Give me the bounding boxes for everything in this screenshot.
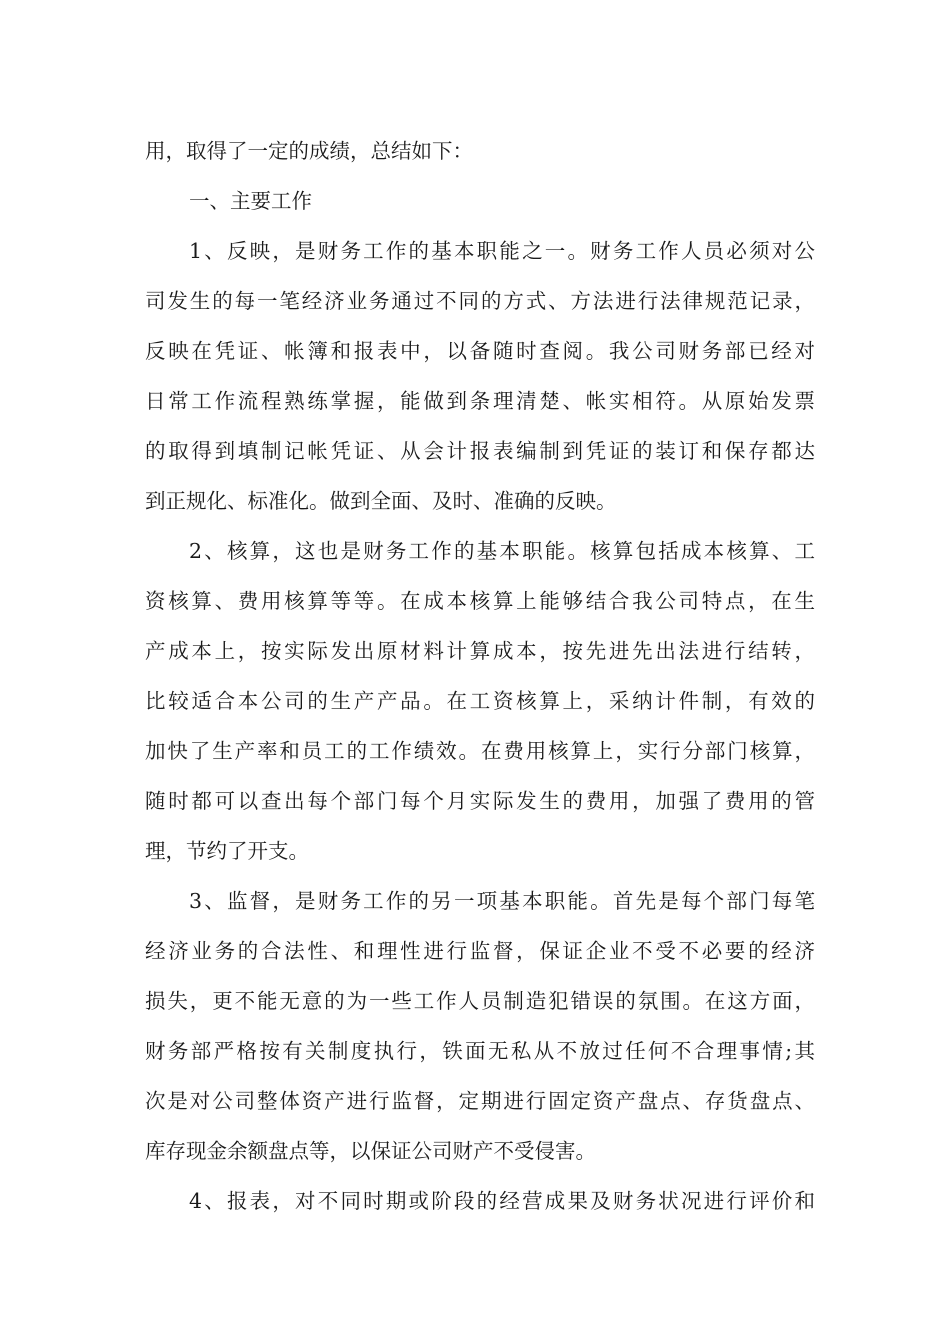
text-line: 次是对公司整体资产进行监督，定期进行固定资产盘点、存货盘点、 [145,1089,815,1113]
text-line: 财务部严格按有关制度执行，铁面无私从不放过任何不合理事情;其 [145,1039,815,1063]
text-line: 损失，更不能无意的为一些工作人员制造犯错误的氛围。在这方面， [145,989,815,1013]
section-heading: 一、主要工作 [189,189,312,213]
text-line: 反映在凭证、帐簿和报表中，以备随时查阅。我公司财务部已经对 [145,339,815,363]
text-line: 产成本上，按实际发出原材料计算成本，按先进先出法进行结转， [145,639,815,663]
text-line: 理，节约了开支。 [145,839,309,863]
text-line: 到正规化、标准化。做到全面、及时、准确的反映。 [145,489,617,513]
text-line: 库存现金余额盘点等，以保证公司财产不受侵害。 [145,1139,596,1163]
text-line: 加快了生产率和员工的工作绩效。在费用核算上，实行分部门核算， [145,739,815,763]
text-line: 资核算、费用核算等等。在成本核算上能够结合我公司特点，在生 [145,589,815,613]
text-line: 1、反映，是财务工作的基本职能之一。财务工作人员必须对公 [189,239,815,263]
text-line: 司发生的每一笔经济业务通过不同的方式、方法进行法律规范记录， [145,289,815,313]
text-line: 3、监督，是财务工作的另一项基本职能。首先是每个部门每笔 [189,889,815,913]
text-line: 日常工作流程熟练掌握，能做到条理清楚、帐实相符。从原始发票 [145,389,815,413]
text-line: 经济业务的合法性、和理性进行监督，保证企业不受不必要的经济 [145,939,815,963]
text-line: 2、核算，这也是财务工作的基本职能。核算包括成本核算、工 [189,539,815,563]
text-line: 比较适合本公司的生产产品。在工资核算上，采纳计件制，有效的 [145,689,815,713]
text-line: 用，取得了一定的成绩，总结如下： [145,139,473,163]
text-line: 的取得到填制记帐凭证、从会计报表编制到凭证的装订和保存都达 [145,439,815,463]
text-line: 随时都可以查出每个部门每个月实际发生的费用，加强了费用的管 [145,789,815,813]
text-line: 4、报表，对不同时期或阶段的经营成果及财务状况进行评价和 [189,1189,815,1213]
